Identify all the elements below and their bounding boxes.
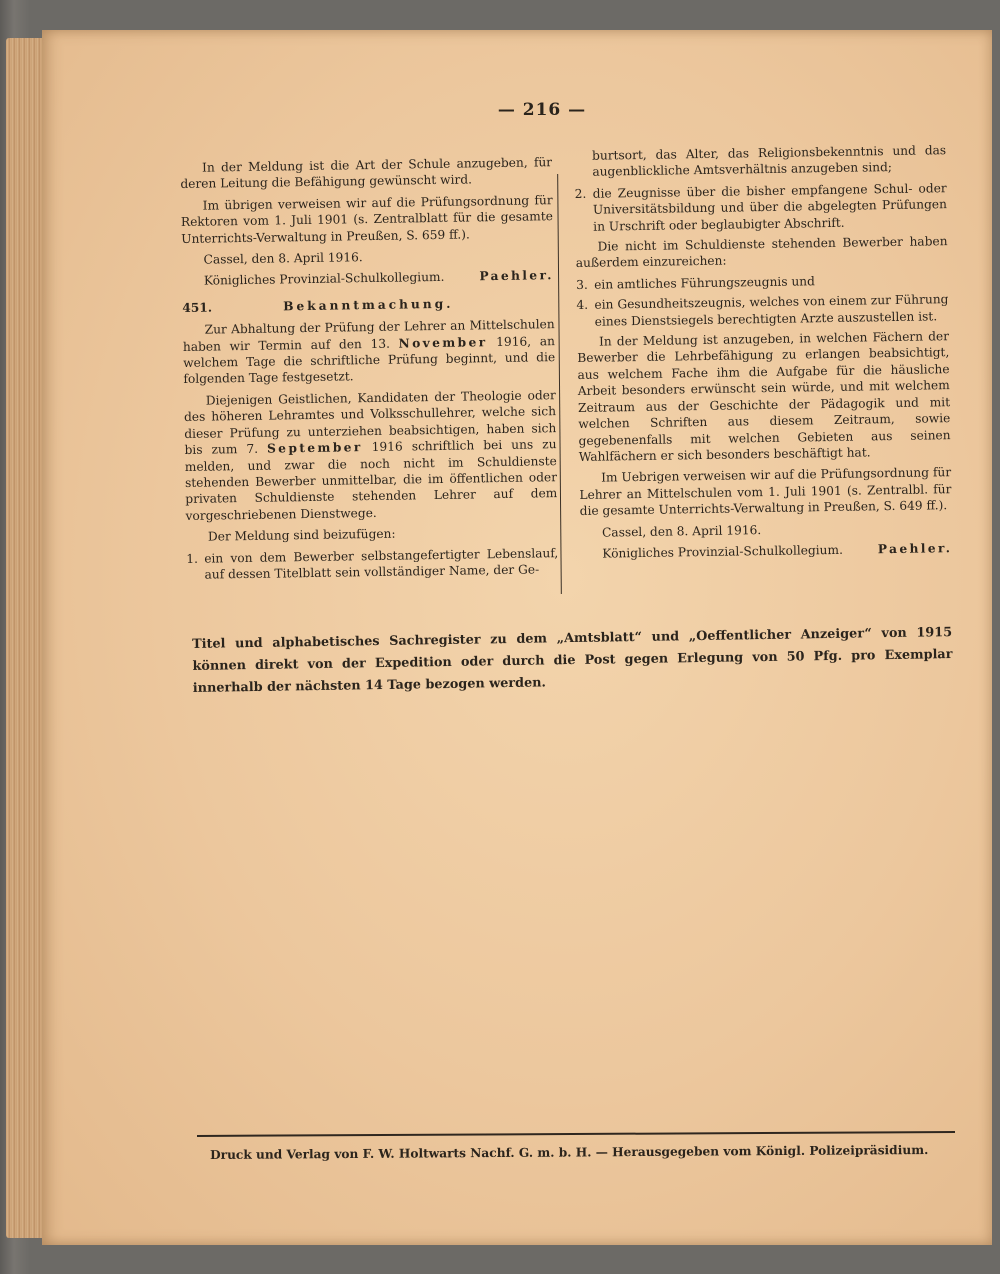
list-number: 1. — [186, 551, 199, 566]
date-month: September — [266, 440, 363, 456]
paragraph: Der Meldung sind beizufügen: — [207, 526, 396, 544]
list-number: 3. — [576, 277, 588, 292]
list-item — [575, 180, 948, 235]
date-line: Cassel, den 8. April 1916. — [203, 250, 363, 267]
list-item — [576, 271, 948, 293]
paragraph — [183, 316, 556, 387]
paragraph: Im übrigen verweisen wir auf die Prüfungsordnung für Rektoren vom 1. Juli 1901 (s. Zentralblatt für die gesamte Unterrichts-Verwaltung in Preußen, S. 659 ff.). — [180, 192, 554, 246]
list-text: ein Gesundheitszeugnis, welches von einem zur Führung eines Dienstsiegels berechtigten Arzte auszustellen ist. — [594, 292, 949, 329]
date-line: Cassel, den 8. April 1916. — [601, 522, 762, 540]
authority-name: Königliches Provinzial-Schulkollegium. — [602, 542, 844, 561]
left-column — [180, 154, 559, 587]
text-run: 1916 schriftlich bei uns zu melden, und zwar die noch nicht im Schuldienste stehenden Bewerber unmittelbar, die im öffentlichen oder privaten Schuldienste stehenden Lehrer auf dem vorgeschriebenen Dienstwege. — [184, 437, 558, 523]
notice-heading — [182, 294, 554, 316]
signature: Paehler. — [877, 541, 953, 557]
page-stack-edge — [6, 38, 46, 1238]
signature-row — [204, 268, 554, 290]
notice-title: Bekanntmachung. — [283, 296, 454, 314]
document-page — [42, 30, 992, 1245]
list-item — [186, 545, 558, 584]
page-number: — 216 — — [497, 100, 587, 120]
text-run: Zur Abhaltung der Prüfung der Lehrer an Mittelschulen haben wir Termin auf den 13. — [182, 317, 555, 354]
list-number: 2. — [574, 186, 587, 201]
list-text: ein von dem Bewerber selbstangefertigter Lebenslauf, auf dessen Titelblatt sein vollständiger Name, der Ge- — [204, 545, 559, 582]
list-text: ein amtliches Führungszeugnis und — [594, 274, 815, 292]
authority-name: Königliches Provinzial-Schulkollegium. — [203, 270, 445, 289]
signature-row — [602, 540, 952, 562]
paragraph — [184, 387, 558, 524]
paragraph: In der Meldung ist die Art der Schule anzugeben, für deren Leitung die Befähigung gewünscht wird. — [180, 155, 553, 192]
publisher-imprint: Druck und Verlag von F. W. Holtwarts Nachf. G. m. b. H. — Herausgegeben vom Königl. Polizeipräsidium. — [210, 1142, 929, 1162]
register-notice: Titel und alphabetisches Sachregister zu dem „Amtsblatt“ und „Oeffentlicher Anzeiger“ von 1915 können direkt von der Expedition oder durch die Post gegen Erlegung von 50 Pfg. pro Exemplar innerhalb der nächsten 14 Tage bezogen werden. — [192, 625, 953, 696]
list-text: die Zeugnisse über die bisher empfangene Schul- oder Universitätsbildung und über die abgelegten Prüfungen in Urschrift oder beglaubigter Abschrift. — [592, 180, 948, 234]
footer-rule — [197, 1131, 955, 1137]
text-run: Diejenigen Geistlichen, Kandidaten der Theologie oder des höheren Lehramtes und Volksschullehrer, welche sich dieser Prüfung zu unterziehen beabsichtigen, haben sich bis zum 7. — [183, 388, 557, 458]
right-column — [574, 142, 953, 570]
list-number: 4. — [576, 298, 589, 313]
paragraph: In der Meldung ist anzugeben, in welchen Fächern der Bewerber die Lehrbefähigung zu erlangen beabsichtigt, aus welchem Fache ihm die Aufgabe für die häusliche Arbeit besonders erwünscht sein würde, und mit welchem Zeitraum aus der Geschichte der Pädagogik und mit welchen Schriften aus diesem Zeitraum, sowie gegebenenfalls mit welchen Gebieten aus seinen Wahlfächern er sich besonders beschäftigt hat. — [577, 329, 951, 464]
list-item — [576, 291, 948, 330]
paragraph: burtsort, das Alter, das Religionsbekenntnis und das augenblickliche Amtsverhältnis anzugeben sind; — [592, 143, 947, 180]
signature: Paehler. — [479, 268, 554, 284]
paragraph: Die nicht im Schuldienste stehenden Bewerber haben außerdem einzureichen: — [575, 234, 948, 271]
notice-number: 451. — [182, 300, 213, 315]
date-month: November — [398, 334, 488, 351]
paragraph: Im Uebrigen verweisen wir auf die Prüfungsordnung für Lehrer an Mittelschulen vom 1. Juli 1901 (s. Zentralbl. für die gesamte Unterrichts-Verwaltung in Preußen, S. 649 ff.). — [579, 465, 952, 519]
text-run: 1916, an welchem Tage die schriftliche Prüfung beginnt, und die folgenden Tage festgesetzt. — [183, 333, 556, 387]
